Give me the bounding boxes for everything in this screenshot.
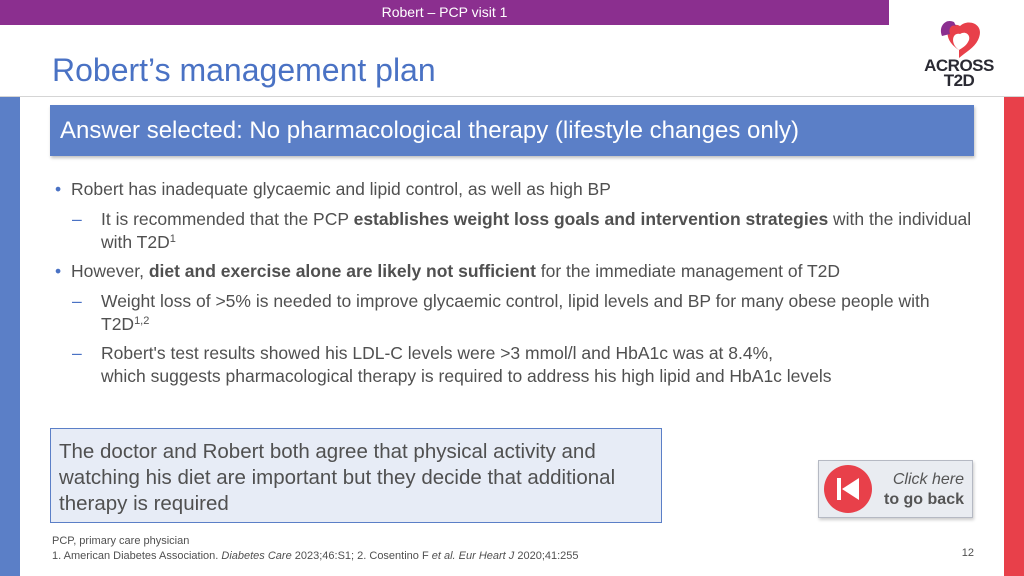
footnotes xyxy=(52,534,579,564)
sub-bullet-text-line2: which suggests pharmacological therapy is required to address his high lipid and HbA1c levels xyxy=(101,366,832,386)
dash-marker: – xyxy=(72,343,82,363)
ref1-post: 2023;46:S1; 2. Cosentino F xyxy=(291,550,432,562)
page-title: Robert’s management plan xyxy=(52,52,436,88)
reference-superscript: 1,2 xyxy=(134,315,150,327)
agreement-text: The doctor and Robert both agree that physical activity and watching his diet are important but they decide that additional therapy is required xyxy=(59,440,616,515)
references xyxy=(52,549,579,564)
answer-banner-text: Answer selected: No pharmacological therapy (lifestyle changes only) xyxy=(60,117,800,144)
logo-text-line2: T2D xyxy=(943,71,975,90)
dash-marker: – xyxy=(72,209,82,229)
bullet-text: Robert has inadequate glycaemic and lipid control, as well as high BP xyxy=(71,179,611,199)
sub-bullet-text-pre: It is recommended that the PCP xyxy=(101,209,354,229)
sub-bullet-text-bold: establishes weight loss goals and intervention strategies xyxy=(353,209,829,229)
bullet-list xyxy=(52,178,982,394)
bullet-marker: • xyxy=(55,179,62,199)
sub-bullet-item xyxy=(52,342,982,388)
logo-text xyxy=(920,58,998,88)
sub-bullet-item xyxy=(52,290,982,336)
right-accent-bar xyxy=(1004,97,1024,576)
ref2-post: 2020;41:255 xyxy=(514,550,579,562)
skip-back-icon xyxy=(823,464,873,514)
sub-bullet-text-line1: Robert's test results showed his LDL-C levels were >3 mmol/l and HbA1c was at 8.4%, xyxy=(101,343,774,363)
go-back-label-line2: to go back xyxy=(883,491,964,508)
ref1-journal: Diabetes Care xyxy=(221,550,292,562)
bullet-item xyxy=(52,260,982,283)
logo-text-line1: ACROSS xyxy=(924,56,994,75)
go-back-label-line1: Click here xyxy=(892,471,964,488)
answer-banner xyxy=(50,105,974,156)
reference-superscript: 1 xyxy=(169,233,176,245)
dash-marker: – xyxy=(72,291,82,311)
abbreviation-note: PCP, primary care physician xyxy=(52,535,190,547)
sub-bullet-text-post: with the individual with T2D xyxy=(101,209,972,252)
bullet-text-post: for the immediate management of T2D xyxy=(535,261,841,281)
bullet-text-bold: diet and exercise alone are likely not sufficient xyxy=(148,261,536,281)
sub-bullet-text: Weight loss of >5% is needed to improve glycaemic control, lipid levels and BP for many obese people with T2D xyxy=(101,291,930,334)
go-back-button[interactable] xyxy=(818,460,973,518)
bullet-text-pre: However, xyxy=(71,261,149,281)
page-number: 12 xyxy=(961,547,974,559)
bullet-marker: • xyxy=(55,261,62,281)
title-divider xyxy=(0,96,1024,97)
ref2-etal: et al. Eur Heart J xyxy=(431,550,515,562)
left-accent-bar xyxy=(0,97,20,576)
sub-bullet-item xyxy=(52,208,982,254)
agreement-callout xyxy=(50,428,662,523)
visit-banner: Robert – PCP visit 1 xyxy=(0,0,889,25)
bullet-item xyxy=(52,178,982,201)
ref1-text: 1. American Diabetes Association. xyxy=(52,550,222,562)
